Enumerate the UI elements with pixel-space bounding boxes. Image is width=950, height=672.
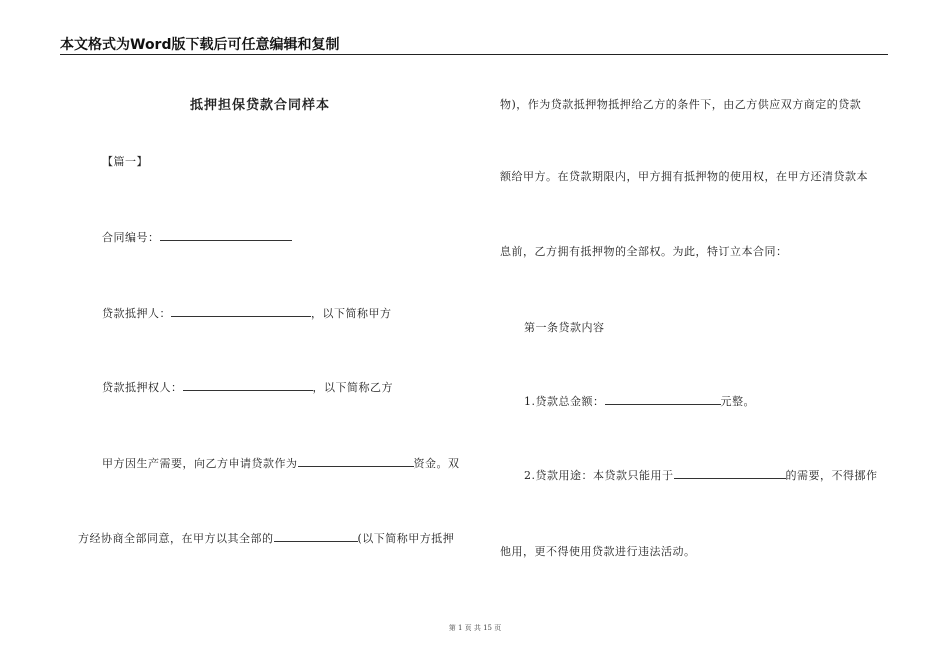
- loan-use-label: 2.贷款用途：本贷款只能用于: [524, 469, 674, 482]
- page-number: 第 1 页 共 15 页: [448, 624, 502, 632]
- para1-start: 甲方因生产需要，向乙方申请贷款作为: [102, 457, 298, 470]
- borrower-suffix: ，以下简称甲方: [311, 307, 392, 320]
- lender-suffix: ，以下简称乙方: [312, 381, 393, 394]
- document-header: [60, 34, 888, 55]
- paragraph-line: 息前，乙方拥有抵押物的全部权。为此，特订立本合同：: [500, 245, 788, 258]
- loan-use-blank: [674, 467, 786, 479]
- article-heading: 第一条贷款内容: [524, 321, 605, 334]
- contract-number-label: 合同编号：: [102, 231, 160, 244]
- document-title: 抵押担保贷款合同样本: [190, 98, 331, 113]
- loan-amount-blank: [605, 393, 721, 405]
- lender-line: [102, 379, 393, 395]
- borrower-label: 贷款抵押人：: [102, 307, 171, 320]
- loan-use-line: [524, 467, 878, 483]
- borrower-line: [102, 305, 392, 321]
- header-text: 本文格式为Word版下载后可任意编辑和复制: [60, 37, 340, 53]
- borrower-blank: [171, 305, 311, 317]
- para1-end: 资金。双: [413, 457, 460, 470]
- contract-number-blank: [160, 229, 292, 241]
- lender-blank: [183, 379, 313, 391]
- paragraph-line: [78, 530, 454, 546]
- loan-amount-label: 1.贷款总金额：: [524, 395, 605, 408]
- paragraph-line: 他用，更不得使用贷款进行违法活动。: [500, 545, 696, 558]
- loan-amount-suffix: 元整。: [720, 395, 755, 408]
- lender-label: 贷款抵押权人：: [102, 381, 183, 394]
- contract-number-line: [102, 229, 292, 245]
- loan-amount-line: [524, 393, 755, 409]
- para2-start: 方经协商全部同意，在甲方以其全部的: [78, 532, 274, 545]
- para2-end: (以下简称甲方抵押: [357, 532, 455, 545]
- paragraph-line: [102, 455, 460, 471]
- paragraph-line: 额给甲方。在贷款期限内，甲方拥有抵押物的使用权，在甲方还清贷款本: [500, 170, 868, 183]
- loan-use-suffix: 的需要，不得挪作: [785, 469, 878, 482]
- section-label: 【篇一】: [102, 155, 148, 168]
- collateral-blank: [274, 530, 358, 542]
- purpose-blank: [298, 455, 414, 467]
- paragraph-line: 物)，作为贷款抵押物抵押给乙方的条件下，由乙方供应双方商定的贷款: [500, 98, 862, 111]
